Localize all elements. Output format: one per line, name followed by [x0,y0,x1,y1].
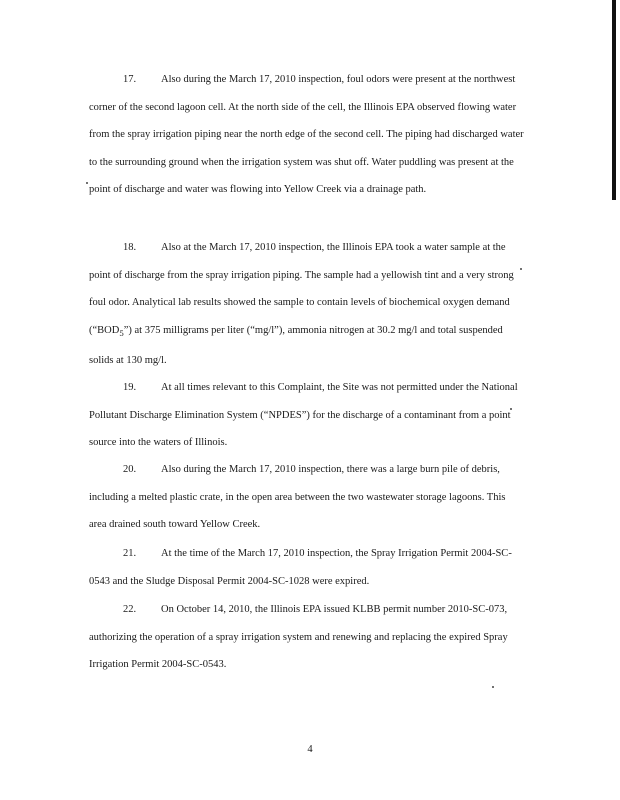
scan-speck [492,686,494,688]
paragraph-text-continued: ”) at 375 milligrams per liter (“mg/l”), ammonia nitrogen at 30.2 mg/l and total suspended solids at 130 mg/l. [89,324,503,367]
paragraph-21 [89,540,525,595]
paragraph-number: 18. [123,242,137,253]
scan-speck [510,408,512,410]
paragraph-text: Also during the March 17, 2010 inspection, there was a large burn pile of debris, including a melted plastic crate, in the open area between the two wastewater storage lagoons. This area drained south toward Yellow Creek. [89,464,506,530]
paragraph-22 [89,596,525,679]
paragraph-19 [89,374,525,457]
page-number: 4 [307,744,313,755]
scan-speck [520,268,522,270]
scan-speck [86,182,88,184]
paragraph-text: Also during the March 17, 2010 inspection, foul odors were present at the northwest corner of the second lagoon cell. At the north side of the cell, the Illinois EPA observed flowing water from the spray irrigation piping near the north edge of the second cell. The piping had discharged water to the surrounding ground when the irrigation system was shut off. Water puddling was present at the point of discharge and water was flowing into Yellow Creek via a drainage path. [89,74,524,195]
paragraph-text: Also at the March 17, 2010 inspection, the Illinois EPA took a water sample at the point of discharge from the spray irrigation piping. The sample had a yellowish tint and a very strong foul odor. Analytical lab results showed the sample to contain levels of biochemical oxygen demand (“BOD [89,242,514,336]
paragraph-number: 21. [123,548,137,559]
scan-edge-bar [612,0,616,200]
paragraph-20 [89,456,525,539]
paragraph-number: 22. [123,604,137,615]
paragraph-18 [89,234,525,375]
paragraph-number: 19. [123,382,137,393]
paragraph-text: On October 14, 2010, the Illinois EPA issued KLBB permit number 2010-SC-073, authorizing the operation of a spray irrigation system and renewing and replacing the expired Spray Irrigation Permit 2004-SC-0543. [89,604,508,670]
paragraph-number: 17. [123,74,137,85]
paragraph-text: At the time of the March 17, 2010 inspection, the Spray Irrigation Permit 2004-SC-0543 and the Sludge Disposal Permit 2004-SC-1028 were expired. [89,548,512,587]
paragraph-text: At all times relevant to this Complaint, the Site was not permitted under the National Pollutant Discharge Elimination System (“NPDES”) for the discharge of a contaminant from a point source into the waters of Illinois. [89,382,518,448]
paragraph-17 [89,66,525,204]
bod-subscript: 5 [119,327,124,338]
paragraph-number: 20. [123,464,137,475]
